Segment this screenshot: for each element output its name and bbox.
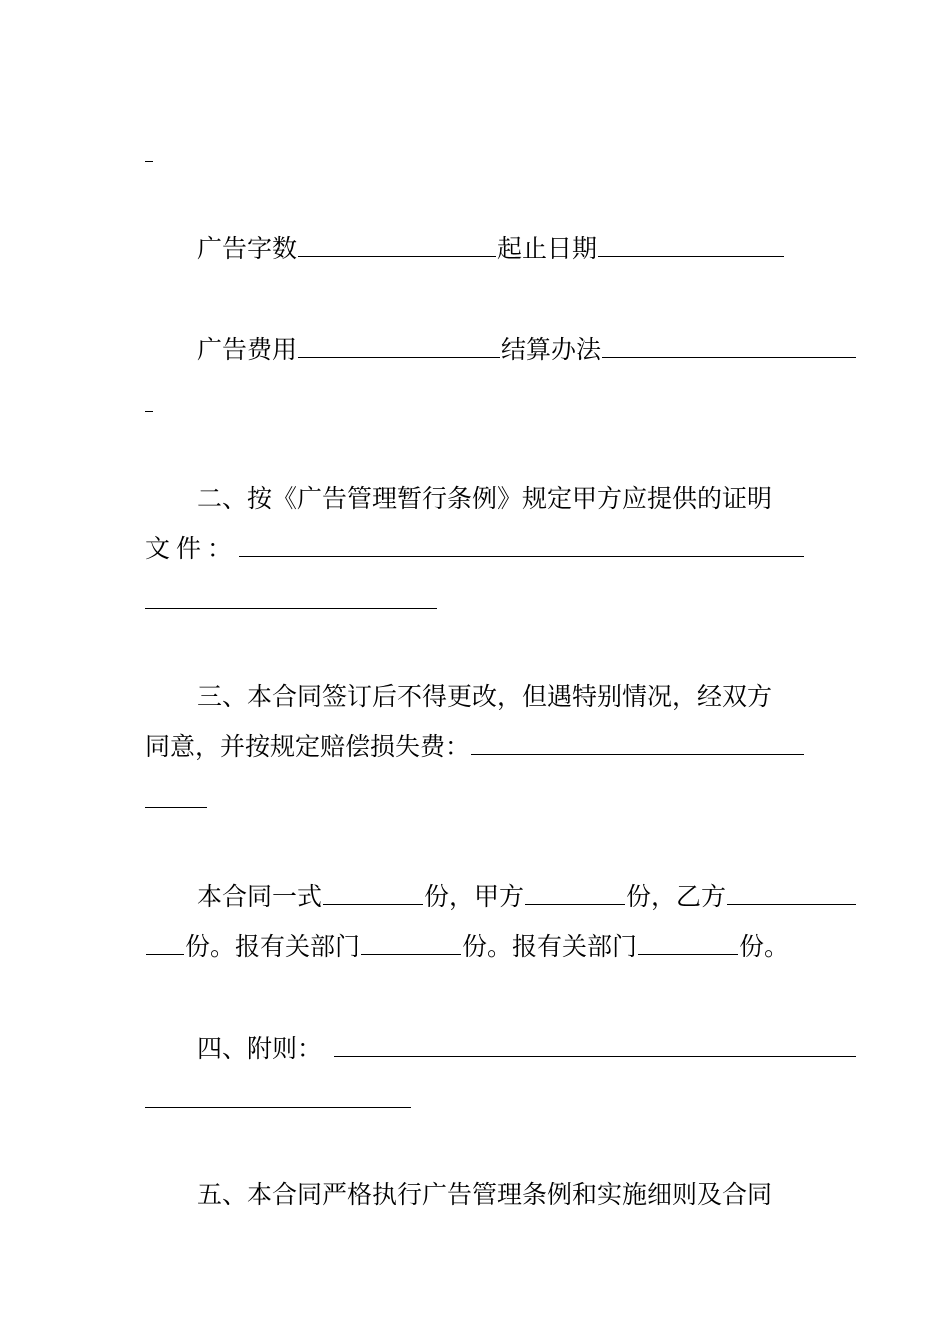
ad-words-blank[interactable] [298,232,496,257]
clause-5-text: 五、本合同严格执行广告管理条例和实施细则及合同 [197,1180,773,1209]
department-copies-blank[interactable] [361,930,461,955]
compensation-blank-continued[interactable] [145,806,207,808]
underline-stub [145,160,153,162]
appendix-blank[interactable] [334,1032,856,1057]
ad-words-label: 广告字数 [197,234,298,263]
copies-text: 份。报有关部门 [185,932,361,961]
clause-3-line-1 [145,680,857,714]
settlement-blank[interactable] [602,333,856,358]
party-a-copies-blank[interactable] [525,880,625,905]
clause-2-line-1 [145,482,857,516]
copies-line-2 [145,930,805,964]
dates-label: 起止日期 [497,234,598,263]
copies-text: 本合同一式 [197,882,323,911]
compensation-label: 同意，并按规定赔偿损失费： [145,732,471,761]
department-copies-blank[interactable] [638,930,738,955]
clause-5-line-1 [145,1178,857,1212]
copies-text: 份。报有关部门 [462,932,638,961]
appendix-label: 四、附则： [197,1034,323,1063]
clause-3-text: 三、本合同签订后不得更改，但遇特别情况，经双方 [197,682,773,711]
clause-3-line-2 [145,730,805,764]
ad-fee-label: 广告费用 [197,335,298,364]
clause-4-line [145,1032,857,1066]
party-b-copies-blank[interactable] [727,880,856,905]
clause-2-text: 二、按《广告管理暂行条例》规定甲方应提供的证明 [197,484,773,513]
copies-text: 份。 [739,932,790,961]
ad-fee-blank[interactable] [298,333,500,358]
underline-stub [145,410,153,412]
compensation-blank[interactable] [471,730,804,755]
appendix-blank-continued[interactable] [145,1106,411,1108]
documents-blank[interactable] [239,532,804,557]
settlement-label: 结算办法 [501,335,602,364]
documents-label: 文件： [145,534,239,563]
dates-blank[interactable] [598,232,784,257]
ad-words-row [145,232,857,266]
ad-fee-row [145,333,857,367]
party-b-copies-blank-continued[interactable] [146,930,184,955]
copies-text: 份，甲方 [424,882,525,911]
copies-line-1 [145,880,857,914]
clause-2-line-2 [145,532,805,566]
total-copies-blank[interactable] [323,880,423,905]
copies-text: 份，乙方 [626,882,727,911]
documents-blank-continued[interactable] [145,607,437,609]
